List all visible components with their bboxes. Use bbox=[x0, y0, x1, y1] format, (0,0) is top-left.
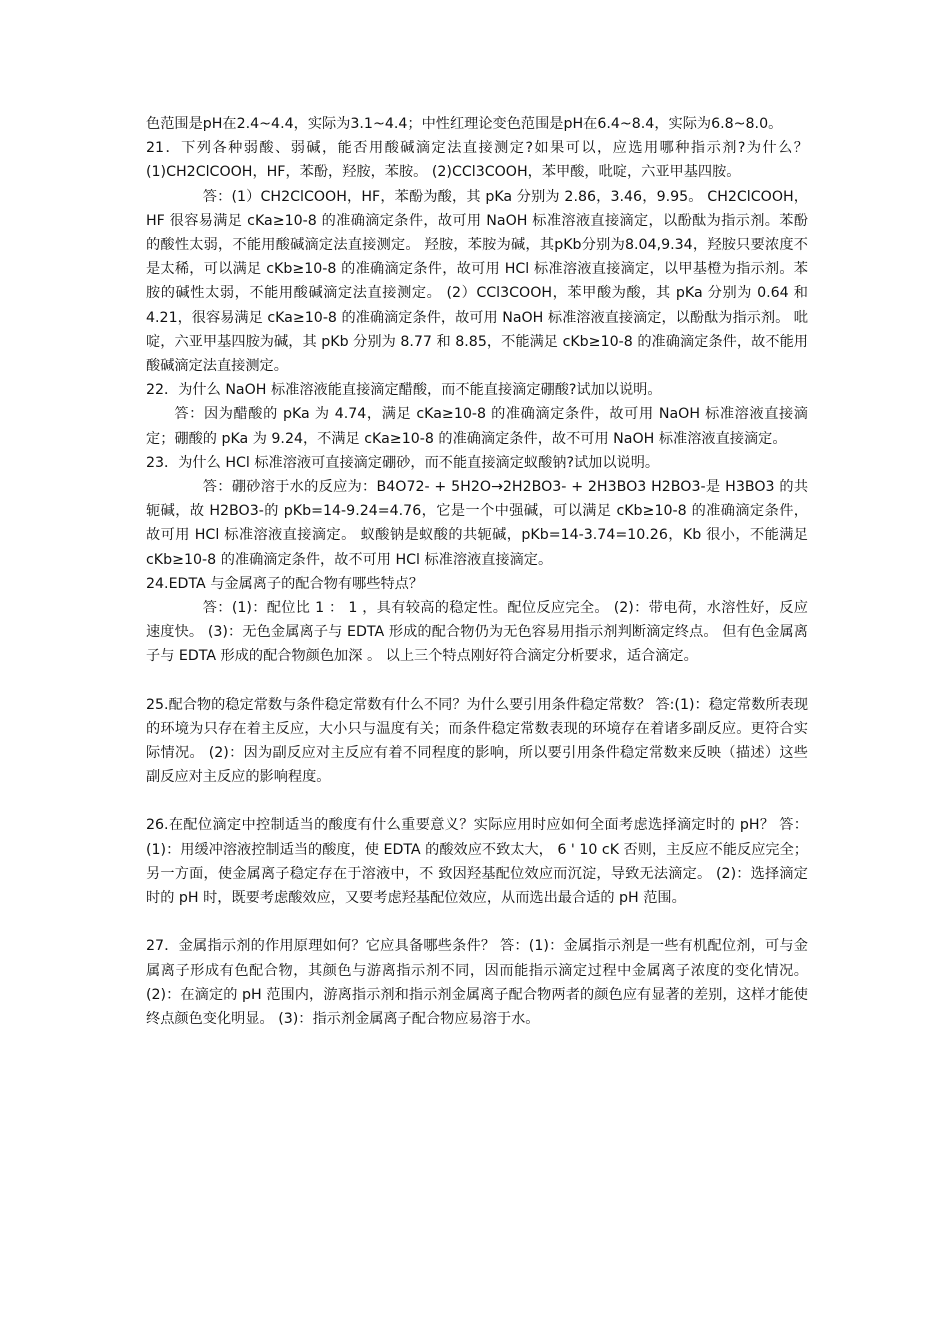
question-answer-27: 27．金属指示剂的作用原理如何？它应具备哪些条件？ 答：(1)：金属指示剂是一些有机配位剂，可与金属离子形成有色配合物，其颜色与游离指示剂不同，因而能指示滴定过程中金属离子浓度的变化情况。 (2)：在滴定的 pH 范围内，游离指示剂和指示剂金属离子配合物两者的颜色应有显著的差别，这样才能使终点颜色变化明显。 (3)：指示剂金属离子配合物应易溶于水。 bbox=[146, 938, 808, 1027]
question-22: 22．为什么 NaOH 标准溶液能直接滴定醋酸，而不能直接滴定硼酸?试加以说明。 bbox=[146, 382, 662, 399]
question-answer-25: 25.配合物的稳定常数与条件稳定常数有什么不同？为什么要引用条件稳定常数？ 答:(1)：稳定常数所表现的环境为只存在着主反应，大小只与温度有关；而条件稳定常数表现的环境存在着诸多副反应。更符合实际情况。 (2)：因为副反应对主反应有着不同程度的影响，所以要引用条件稳定常数来反映（描述）这些副反应对主反应的影响程度。 bbox=[146, 696, 809, 786]
answer-24: 答：(1)：配位比 1 ： 1 ，具有较高的稳定性。配位反应完全。 (2)：带电荷，水溶性好，反应速度快。 (3)：无色金属离子与 EDTA 形成的配合物仍为无色容易用指示剂判断滴定终点。 但有色金属离子与 EDTA 形成的配合物颜色加深 。 以上三个特点刚好符合滴定分析要求，适合滴定。 bbox=[146, 600, 808, 665]
paragraph-gap bbox=[146, 910, 808, 934]
answer-23: 答：硼砂溶于水的反应为：B4O72- + 5H2O→2H2BO3- + 2H3BO3 H2BO3-是 H3BO3 的共轭碱，故 H2BO3-的 pKb=14-9.24=4.76，它是一个中强碱，可以满足 cKb≥10-8 的准确滴定条件，故可用 HCl 标准溶液直接滴定。 蚁酸钠是蚁酸的共轭碱，pKb=14-3.74=10.26，Kb 很小，不能满足 cKb≥10-8 的准确滴定条件，故不可用 HCl 标准溶液直接滴定。 bbox=[146, 479, 809, 568]
paragraph-indicator-range: 色范围是pH在2.4~4.4，实际为3.1~4.4；中性红理论变色范围是pH在6.4~8.4，实际为6.8~8.0。 bbox=[146, 116, 783, 132]
question-24: 24.EDTA 与金属离子的配合物有哪些特点？ bbox=[146, 575, 424, 592]
paragraph-gap bbox=[146, 789, 808, 813]
answer-21: 答：(1）CH2ClCOOH，HF，苯酚为酸，其 pKa 分别为 2.86，3.46，9.95。 CH2ClCOOH，HF 很容易满足 cKa≥10-8 的准确滴定条件，故可用 NaOH 标准溶液直接滴定，以酚酞为指示剂。苯酚的酸性太弱，不能用酸碱滴定法直接测定。 羟胺，苯胺为碱，其pKb分别为8.04,9.34，羟胺只要浓度不是太稀，可以满足 cKb≥10-8 的准确滴定条件，故可用 HCl 标准溶液直接滴定，以甲基橙为指示剂。苯胺的碱性太弱，不能用酸碱滴定法直接测定。 (2）CCl3COOH，苯甲酸为酸，其 pKa 分别为 0.64 和 4.21，很容易满足 cKa≥10-8 的准确滴定条件，故可用 NaOH 标准溶液直接滴定，以酚酞为指示剂。 吡啶，六亚甲基四胺为碱，其 pKb 分别为 8.77 和 8.85，不能满足 cKb≥10-8 的准确滴定条件，故不能用酸碱滴定法直接测定。 bbox=[146, 188, 808, 375]
question-23: 23．为什么 HCl 标准溶液可直接滴定硼砂，而不能直接滴定蚁酸钠?试加以说明。 bbox=[146, 454, 660, 471]
question-answer-26: 26.在配位滴定中控制适当的酸度有什么重要意义？实际应用时应如何全面考虑选择滴定时的 pH？ 答：(1)：用缓冲溶液控制适当的酸度，使 EDTA 的酸效应不致太大， 6 ' 10 cK 否则，主反应不能反应完全；另一方面，使金属离子稳定存在于溶液中，不 致因羟基配位效应而沉淀，导致无法滴定。 (2)：选择滴定时的 pH 时，既要考虑酸效应，又要考虑羟基配位效应，从而选出最合适的 pH 范围。 bbox=[146, 817, 808, 907]
answer-22: 答：因为醋酸的 pKa 为 4.74，满足 cKa≥10-8 的准确滴定条件，故可用 NaOH 标准溶液直接滴定；硼酸的 pKa 为 9.24，不满足 cKa≥10-8 的准确滴定条件，故不可用 NaOH 标准溶液直接滴定。 bbox=[146, 406, 808, 447]
question-21: 21．下列各种弱酸、弱碱，能否用酸碱滴定法直接测定?如果可以，应选用哪种指示剂?为什么？ (1)CH2ClCOOH，HF，苯酚，羟胺，苯胺。 (2)CCl3COOH，苯甲酸，吡啶，六亚甲基四胺。 bbox=[146, 140, 808, 181]
document-body bbox=[146, 112, 808, 1031]
paragraph-gap bbox=[146, 669, 808, 693]
